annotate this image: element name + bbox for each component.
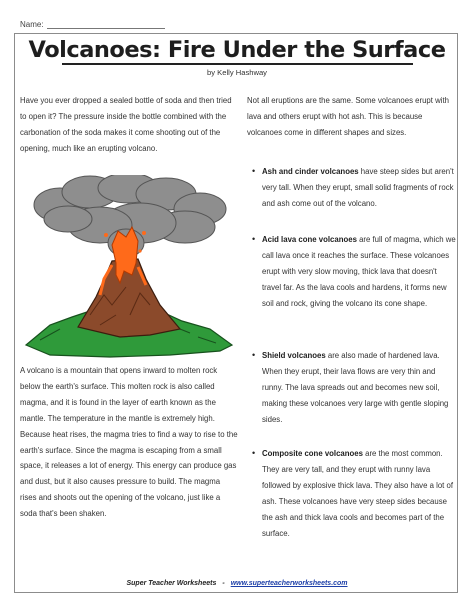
volcano-description-paragraph: A volcano is a mountain that opens inward to molten rock below the earth's surface. This molten rock is also called magma, and it is found in the layer of earth known as the mantle. The temperature in the mantle is extremely high. Because heat rises, the magma tries to find a way to rise to the earth's surface. Since the magma is escaping from a small space, it releases a lot of energy. This energy can produce gas and dust, but it also causes pressure to build. The magma rises and shoots out the opening of the volcano, just like a soda that's been shaken.: [20, 366, 238, 519]
footer: [0, 580, 474, 587]
bullet-icon: •: [252, 234, 256, 244]
bullet-text: are the most common. They are very tall, and they erupt with runny lava followed by explosive thick lava. They also have a lot of ash. These volcanoes have very steep sides because the ash and thick lava cools and becomes part of the surface.: [262, 449, 453, 538]
bullet-icon: •: [252, 448, 256, 458]
list-item: [252, 348, 458, 428]
footer-separator: -: [222, 580, 225, 587]
volcano-illustration: [20, 175, 234, 361]
bullet-term: Acid lava cone volcanoes: [262, 235, 357, 244]
eruption-intro-paragraph: Not all eruptions are the same. Some volcanoes erupt with lava and others erupt with hot ash. This is because volcanoes come in different shapes and sizes.: [247, 96, 449, 137]
bullet-term: Composite cone volcanoes: [262, 449, 363, 458]
bullet-term: Ash and cinder volcanoes: [262, 167, 359, 176]
list-item: [252, 446, 458, 541]
list-item: [252, 232, 458, 312]
footer-brand: Super Teacher Worksheets: [126, 580, 217, 587]
bullet-text: are full of magma, which we call lava once it reaches the surface. These volcanoes erupt with very slow moving, thick lava that doesn't travel far. As the lava cools and hardens, it forms new soil and rock, giving the volcano its cone shape.: [262, 235, 456, 308]
title-underline: [62, 63, 413, 65]
bullet-term: Shield volcanoes: [262, 351, 326, 360]
name-field: [20, 20, 165, 29]
bullet-icon: •: [252, 350, 256, 360]
list-item: [252, 164, 458, 212]
name-label: Name:: [20, 20, 44, 29]
page-title: Volcanoes: Fire Under the Surface: [28, 37, 446, 63]
footer-url-link[interactable]: www.superteacherworksheets.com: [230, 580, 348, 587]
name-blank-line[interactable]: [47, 20, 165, 29]
byline: by Kelly Hashway: [207, 68, 267, 77]
bullet-icon: •: [252, 166, 256, 176]
intro-paragraph: Have you ever dropped a sealed bottle of soda and then tried to open it? The pressure inside the bottle combined with the carbonation of the soda makes it come shooting out of the opening, much like an erupting volcano.: [20, 96, 232, 153]
bullet-text: are also made of hardened lava. When they erupt, their lava flows are very thin and runny. The lava spreads out and becomes new soil, making these volcanoes very large with gentle sloping sides.: [262, 351, 449, 424]
bullet-text: have steep sides but aren't very tall. When they erupt, small solid fragments of rock and ash come out of the volcano.: [262, 167, 454, 208]
